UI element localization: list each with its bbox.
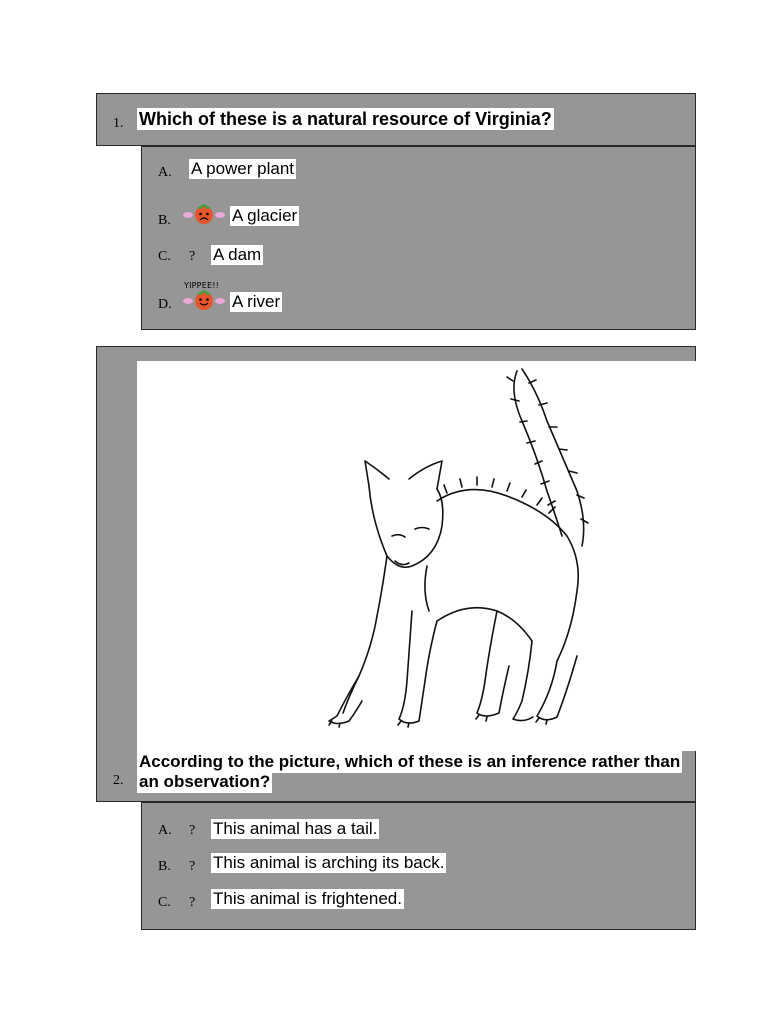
sad-tomato-icon [182,203,226,225]
option-1c-letter: C. [158,249,171,264]
option-2c-letter: C. [158,895,171,910]
option-1a-letter: A. [158,165,172,180]
question-1-text: Which of these is a natural resource of Virginia? [139,109,552,129]
happy-tomato-icon [182,289,226,311]
option-1b-letter: B. [158,213,171,228]
option-1d-letter: D. [158,297,172,312]
question-2-options [141,802,696,930]
option-2a-text[interactable]: This animal has a tail. [213,819,378,838]
question-1-number: 1. [113,116,124,131]
option-2c-marker: ? [189,895,196,910]
question-2-number: 2. [113,773,124,788]
option-1a-text[interactable]: A power plant [191,159,295,178]
question-2-header [96,346,696,802]
option-2a-letter: A. [158,823,172,838]
option-2b-marker: ? [189,859,196,874]
option-1c-marker: ? [189,249,196,264]
question-1-header [96,93,696,146]
question-2-text-line1: According to the picture, which of these is an inference rather than [139,752,681,771]
option-1c-text[interactable]: A dam [213,245,262,264]
arched-cat-drawing [137,361,697,751]
yippee-badge: YIPPEE!! [184,281,220,290]
option-2b-letter: B. [158,859,171,874]
question-2-picture [137,361,697,751]
question-2-text-line2: an observation? [139,772,271,791]
option-2a-marker: ? [189,823,196,838]
option-2c-text[interactable]: This animal is frightened. [213,889,402,908]
option-1d-text[interactable]: A river [232,292,281,311]
option-1b-text[interactable]: A glacier [232,206,298,225]
option-2b-text[interactable]: This animal is arching its back. [213,853,445,872]
question-1-options [141,146,696,330]
